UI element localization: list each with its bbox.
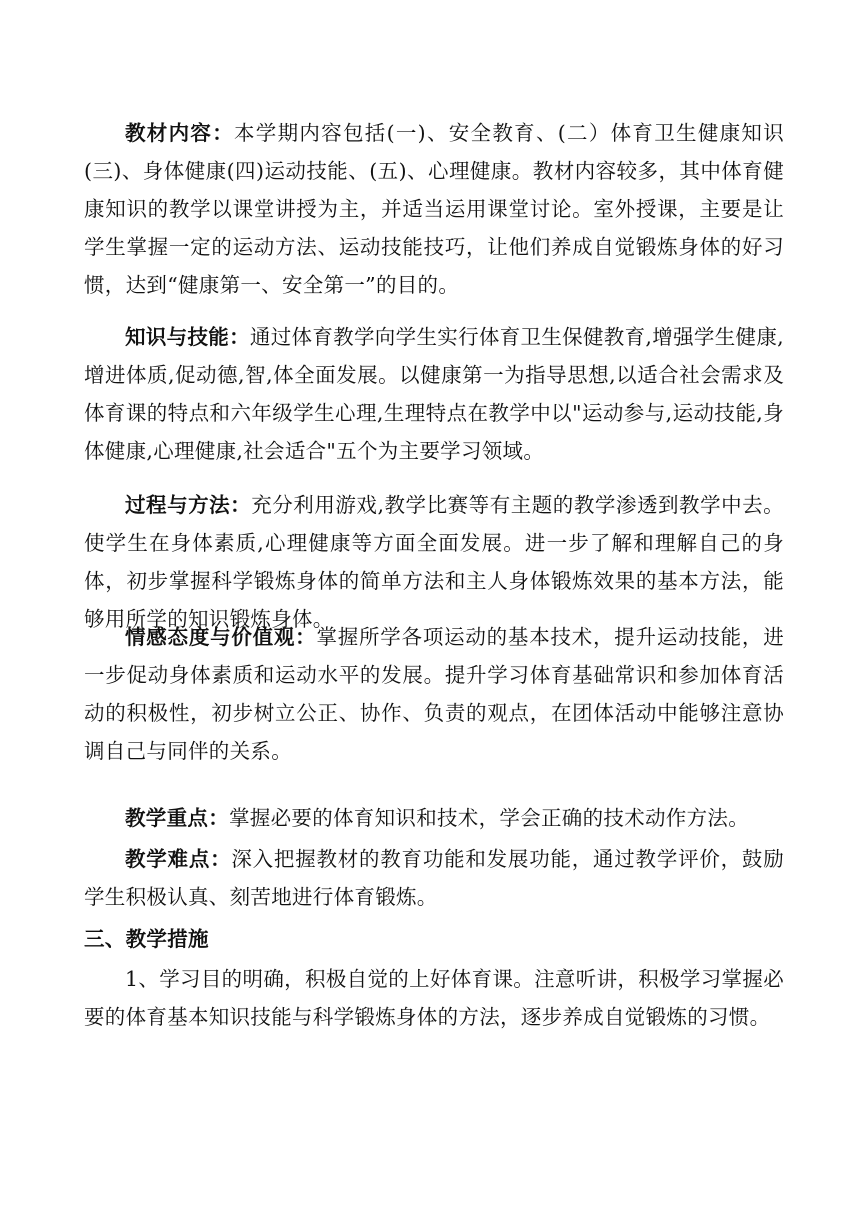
paragraph-measure-1 xyxy=(84,960,784,1036)
paragraph-text: 掌握所学各项运动的基本技术，提升运动技能，进一步促动身体素质和运动水平的发展。提升学习体育基础常识和参加体育活动的积极性，初步树立公正、协作、负责的观点，在团体活动中能够注意协调自己与同伴的关系。 xyxy=(84,625,784,763)
paragraph-attitudes-values xyxy=(84,618,784,770)
paragraph-text: 1、学习目的明确，积极自觉的上好体育课。注意听讲，积极学习掌握必要的体育基本知识技能与科学锻炼身体的方法，逐步养成自觉锻炼的习惯。 xyxy=(84,967,784,1029)
paragraph-lead: 教学难点： xyxy=(125,847,232,871)
paragraph-lead: 过程与方法： xyxy=(125,493,252,517)
section-heading: 三、教学措施 xyxy=(84,927,209,951)
paragraph-process-methods xyxy=(84,486,784,638)
paragraph-knowledge-skills xyxy=(84,318,784,470)
paragraph-lead: 教材内容： xyxy=(125,121,234,145)
paragraph-lead: 情感态度与价值观： xyxy=(125,625,317,649)
paragraph-teaching-focus xyxy=(84,799,749,837)
document-page xyxy=(84,0,784,1216)
paragraph-text: 通过体育教学向学生实行体育卫生保健教育,增强学生健康,增进体质,促动德,智,体全面发展。以健康第一为指导思想,以适合社会需求及体育课的特点和六年级学生心理,生理特点在教学中以"运动参与,运动技能,身体健康,心理健康,社会适合"五个为主要学习领域。 xyxy=(84,325,784,463)
paragraph-teaching-content xyxy=(84,114,784,304)
paragraph-text: 深入把握教材的教育功能和发展功能，通过教学评价，鼓励学生积极认真、刻苦地进行体育锻炼。 xyxy=(84,847,784,909)
paragraph-text: 充分利用游戏,教学比赛等有主题的教学渗透到教学中去。使学生在身体素质,心理健康等方面全面发展。进一步了解和理解自己的身体，初步掌握科学锻炼身体的简单方法和主人身体锻炼效果的基本方法，能够用所学的知识锻炼身体。 xyxy=(84,493,784,631)
paragraph-lead: 知识与技能： xyxy=(125,325,250,349)
paragraph-lead: 教学重点： xyxy=(125,806,229,830)
paragraph-text: 掌握必要的体育知识和技术，学会正确的技术动作方法。 xyxy=(229,806,749,830)
paragraph-teaching-difficulty xyxy=(84,840,784,916)
paragraph-text: 本学期内容包括(一)、安全教育、(二）体育卫生健康知识(三)、身体健康(四)运动技能、(五)、心理健康。教材内容较多，其中体育健康知识的教学以课堂讲授为主，并适当运用课堂讨论。室外授课，主要是让学生掌握一定的运动方法、运动技能技巧，让他们养成自觉锻炼身体的好习惯，达到“健康第一、安全第一”的目的。 xyxy=(84,121,785,297)
